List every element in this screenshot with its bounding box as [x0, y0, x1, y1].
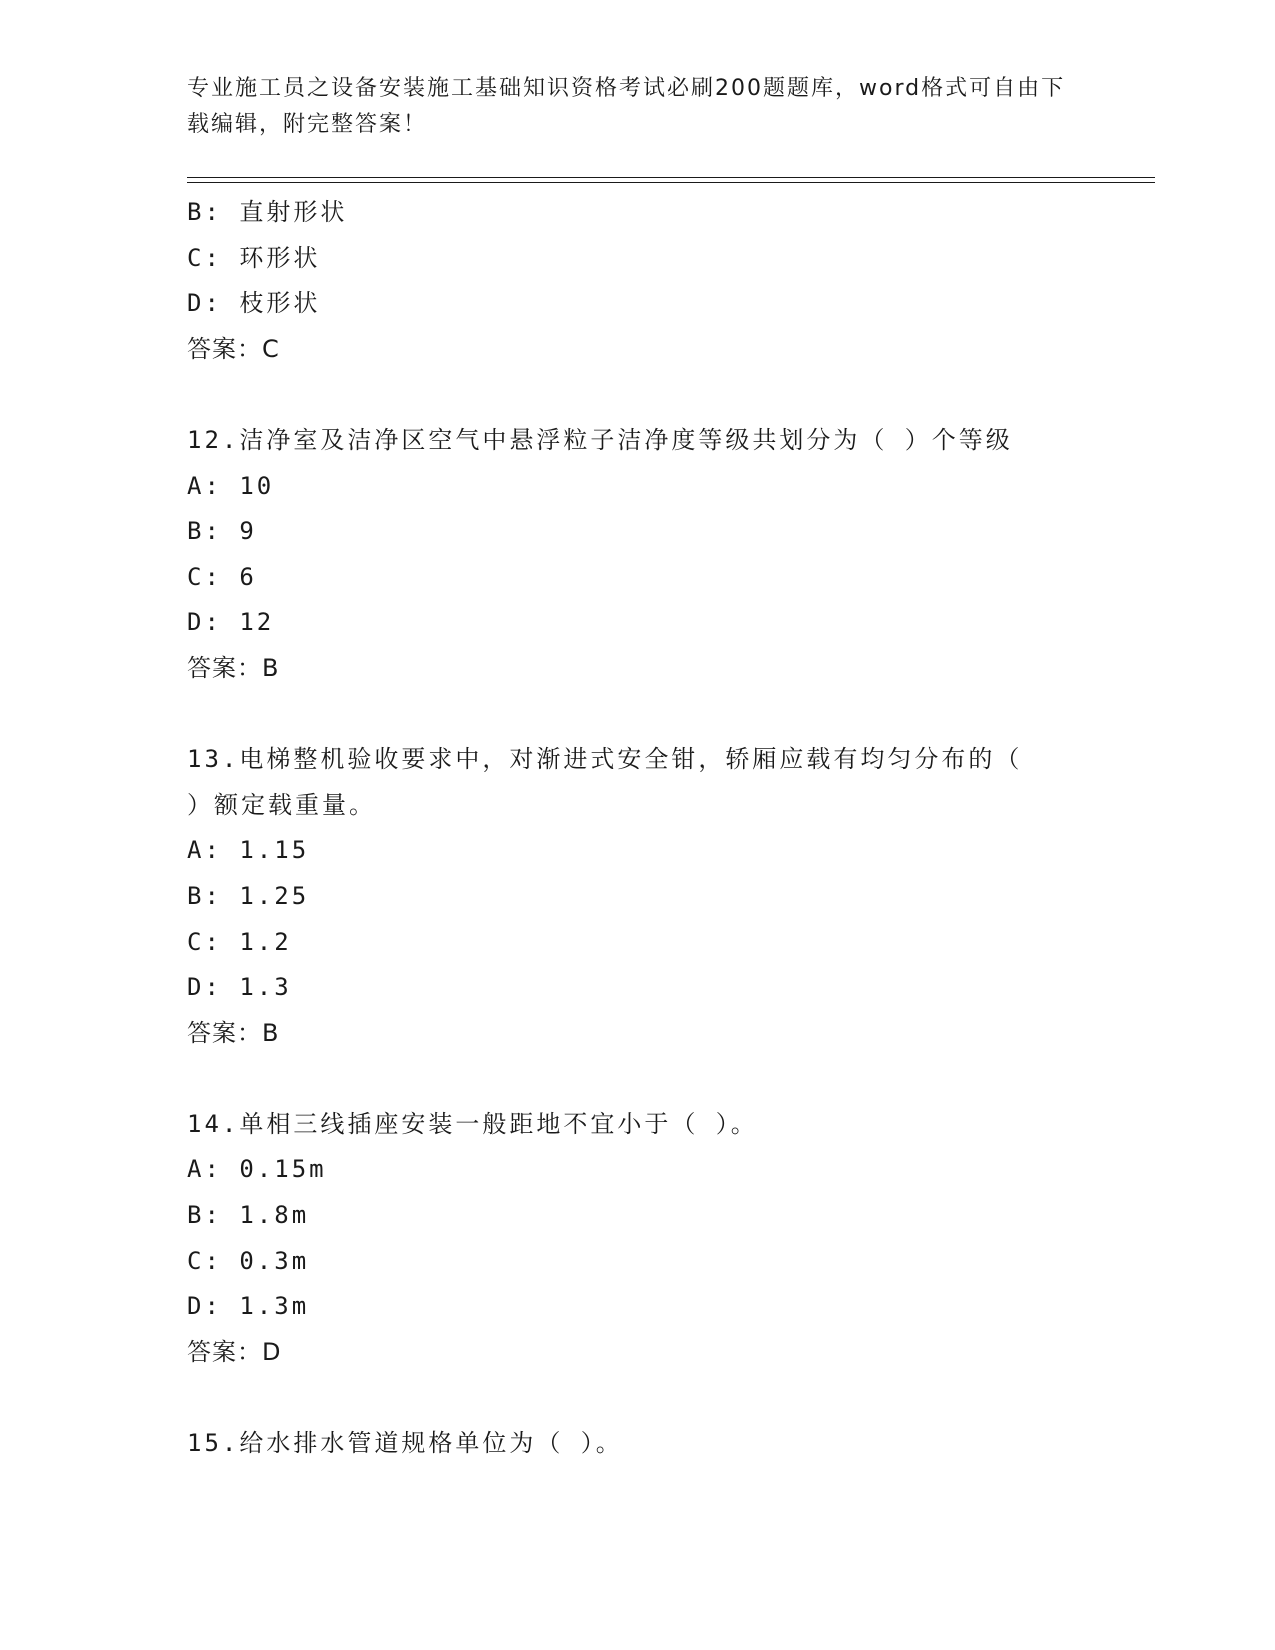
q13-question-text-line1: 13.电梯整机验收要求中，对渐进式安全钳，轿厢应载有均匀分布的（ — [187, 745, 1023, 774]
q11-option-d: D: 枝形状 — [187, 289, 321, 318]
spacer — [187, 1056, 1155, 1102]
q13-answer: 答案：B — [187, 1018, 280, 1047]
question-15 — [187, 1421, 1155, 1467]
question-11 — [187, 190, 1155, 372]
q13-option-d: D: 1.3 — [187, 973, 292, 1002]
question-14 — [187, 1102, 1155, 1376]
q12-answer: 答案：B — [187, 653, 280, 682]
question-13 — [187, 737, 1155, 1056]
q15-question-text: 15.给水排水管道规格单位为（ ）。 — [187, 1429, 623, 1458]
question-list — [187, 190, 1155, 1467]
document-header-title: 专业施工员之设备安装施工基础知识资格考试必刷200题题库，word格式可自由下载编辑，附完整答案！ — [187, 76, 1066, 137]
spacer — [187, 372, 1155, 418]
q14-question-text: 14.单相三线插座安装一般距地不宜小于（ ）。 — [187, 1109, 758, 1138]
q14-option-c: C: 0.3m — [187, 1246, 310, 1275]
q13-option-a: A: 1.15 — [187, 836, 310, 865]
q14-option-a: A: 0.15m — [187, 1155, 327, 1184]
spacer — [187, 1375, 1155, 1421]
q13-question-text-line2: ）额定载重量。 — [187, 790, 376, 819]
q14-answer: 答案：D — [187, 1337, 282, 1366]
q12-option-a: A: 10 — [187, 471, 275, 500]
q14-option-b: B: 1.8m — [187, 1201, 310, 1230]
q12-question-text: 12.洁净室及洁净区空气中悬浮粒子洁净度等级共划分为（ ）个等级 — [187, 425, 1013, 454]
q13-option-c: C: 1.2 — [187, 927, 292, 956]
q11-option-c: C: 环形状 — [187, 243, 321, 272]
spacer — [187, 692, 1155, 738]
q13-option-b: B: 1.25 — [187, 881, 310, 910]
question-12 — [187, 418, 1155, 692]
q11-option-b: B: 直射形状 — [187, 198, 348, 226]
q12-option-c: C: 6 — [187, 562, 257, 591]
header-double-rule — [187, 177, 1155, 183]
q12-option-b: B: 9 — [187, 517, 257, 546]
q12-option-d: D: 12 — [187, 608, 275, 637]
q14-option-d: D: 1.3m — [187, 1292, 310, 1321]
q11-answer: 答案：C — [187, 334, 280, 363]
